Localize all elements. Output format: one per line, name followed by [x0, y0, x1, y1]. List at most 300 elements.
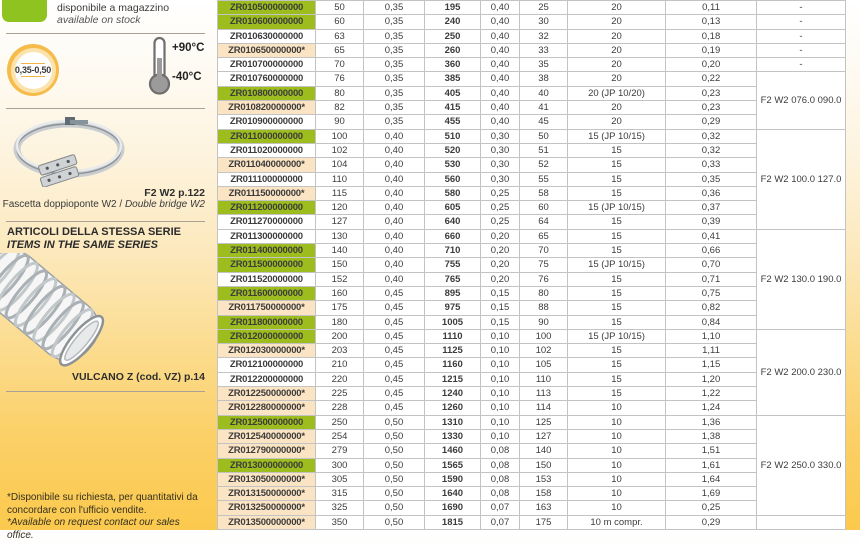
value1-cell: 765 — [425, 272, 481, 286]
weight-cell: 1,61 — [666, 458, 757, 472]
packing-cell: 15 — [568, 344, 666, 358]
availability-note — [57, 2, 169, 26]
dn-cell: 305 — [316, 472, 364, 486]
table-row — [218, 415, 846, 429]
packing-cell: 15 — [568, 301, 666, 315]
value1-cell: 1330 — [425, 429, 481, 443]
dn-cell: 279 — [316, 444, 364, 458]
value1-cell: 195 — [425, 1, 481, 15]
value2-cell: 0,08 — [481, 487, 520, 501]
double-bridge-clamp-image — [10, 113, 128, 187]
dn-cell: 200 — [316, 329, 364, 343]
packing-cell: 15 — [568, 372, 666, 386]
table-row — [218, 372, 846, 386]
weight-cell: 0,32 — [666, 143, 757, 157]
product-code-cell: ZR012030000000* — [218, 344, 316, 358]
value1-cell: 1690 — [425, 501, 481, 515]
thickness-cell: 0,40 — [364, 172, 425, 186]
thickness-badge-ring — [11, 48, 56, 93]
value1-cell: 1310 — [425, 415, 481, 429]
value1-cell: 520 — [425, 143, 481, 157]
weight-cell: 0,33 — [666, 158, 757, 172]
value2-cell: 0,40 — [481, 43, 520, 57]
radius-cell: 58 — [520, 186, 568, 200]
thickness-cell: 0,45 — [364, 286, 425, 300]
packing-cell: 20 — [568, 58, 666, 72]
weight-cell: 0,25 — [666, 501, 757, 515]
radius-cell: 60 — [520, 201, 568, 215]
thickness-cell: 0,45 — [364, 301, 425, 315]
product-code-cell: ZR011040000000* — [218, 158, 316, 172]
radius-cell: 70 — [520, 244, 568, 258]
value2-cell: 0,25 — [481, 215, 520, 229]
product-code-cell: ZR013000000000 — [218, 458, 316, 472]
packing-cell: 15 — [568, 286, 666, 300]
packing-cell: 15 — [568, 358, 666, 372]
spec-table-body — [218, 1, 846, 530]
product-code-cell: ZR012500000000 — [218, 415, 316, 429]
product-code-cell: ZR011500000000 — [218, 258, 316, 272]
table-row — [218, 58, 846, 72]
dn-cell: 325 — [316, 501, 364, 515]
value2-cell: 0,15 — [481, 315, 520, 329]
clamp-caption-en: Double bridge W2 — [124, 199, 205, 210]
value1-cell: 580 — [425, 186, 481, 200]
value2-cell: 0,40 — [481, 1, 520, 15]
weight-cell: 0,39 — [666, 215, 757, 229]
packing-cell: 10 — [568, 444, 666, 458]
dn-cell: 76 — [316, 72, 364, 86]
packing-cell: 15 (JP 10/15) — [568, 329, 666, 343]
packing-cell: 20 — [568, 115, 666, 129]
value2-cell: 0,40 — [481, 29, 520, 43]
table-row — [218, 29, 846, 43]
table-row — [218, 301, 846, 315]
thermometer-icon — [146, 36, 174, 96]
packing-cell: 10 — [568, 487, 666, 501]
weight-cell: 0,11 — [666, 1, 757, 15]
thickness-cell: 0,35 — [364, 58, 425, 72]
table-row — [218, 444, 846, 458]
divider — [6, 221, 205, 222]
value1-cell: 1005 — [425, 315, 481, 329]
product-code-cell: ZR011520000000 — [218, 272, 316, 286]
thickness-cell: 0,35 — [364, 72, 425, 86]
weight-cell: 1,36 — [666, 415, 757, 429]
thickness-cell: 0,35 — [364, 115, 425, 129]
value2-cell: 0,10 — [481, 387, 520, 401]
packing-cell: 20 — [568, 101, 666, 115]
thickness-cell: 0,40 — [364, 158, 425, 172]
radius-cell: 175 — [520, 515, 568, 529]
weight-cell: 1,10 — [666, 329, 757, 343]
divider — [6, 391, 205, 392]
clamp-ref-cell: F2 W2 200.0 230.0 — [757, 329, 846, 415]
value1-cell: 1565 — [425, 458, 481, 472]
weight-cell: 0,82 — [666, 301, 757, 315]
table-row — [218, 244, 846, 258]
packing-cell: 15 — [568, 387, 666, 401]
product-code-cell: ZR011750000000* — [218, 301, 316, 315]
packing-cell: 20 — [568, 1, 666, 15]
thickness-cell: 0,45 — [364, 329, 425, 343]
table-row — [218, 315, 846, 329]
product-code-cell: ZR011300000000 — [218, 229, 316, 243]
packing-cell: 15 — [568, 315, 666, 329]
table-row — [218, 201, 846, 215]
packing-cell: 15 — [568, 215, 666, 229]
clamp-ref-cell: - — [757, 15, 846, 29]
value2-cell: 0,20 — [481, 229, 520, 243]
dn-cell: 140 — [316, 244, 364, 258]
dn-cell: 65 — [316, 43, 364, 57]
weight-cell: 0,70 — [666, 258, 757, 272]
dn-cell: 50 — [316, 1, 364, 15]
badge-line-top — [21, 63, 45, 64]
value2-cell: 0,15 — [481, 301, 520, 315]
value2-cell: 0,10 — [481, 329, 520, 343]
weight-cell: 0,71 — [666, 272, 757, 286]
weight-cell: 0,20 — [666, 58, 757, 72]
table-row — [218, 186, 846, 200]
packing-cell: 15 — [568, 244, 666, 258]
product-code-cell: ZR010500000000 — [218, 1, 316, 15]
temperature-max: +90°C — [172, 42, 205, 54]
value1-cell: 1590 — [425, 472, 481, 486]
dn-cell: 90 — [316, 115, 364, 129]
radius-cell: 55 — [520, 172, 568, 186]
weight-cell: 0,19 — [666, 43, 757, 57]
packing-cell: 15 — [568, 272, 666, 286]
thickness-cell: 0,50 — [364, 458, 425, 472]
radius-cell: 140 — [520, 444, 568, 458]
packing-cell: 15 — [568, 186, 666, 200]
product-code-cell: ZR010760000000 — [218, 72, 316, 86]
packing-cell: 10 — [568, 472, 666, 486]
value2-cell: 0,40 — [481, 86, 520, 100]
value1-cell: 1125 — [425, 344, 481, 358]
packing-cell: 15 (JP 10/15) — [568, 258, 666, 272]
clamp-ref-cell: - — [757, 43, 846, 57]
weight-cell: 0,37 — [666, 201, 757, 215]
weight-cell: 0,22 — [666, 72, 757, 86]
value2-cell: 0,08 — [481, 472, 520, 486]
thickness-cell: 0,45 — [364, 387, 425, 401]
value2-cell: 0,40 — [481, 72, 520, 86]
product-code-cell: ZR011020000000 — [218, 143, 316, 157]
dn-cell: 115 — [316, 186, 364, 200]
radius-cell: 158 — [520, 487, 568, 501]
table-row — [218, 1, 846, 15]
table-row — [218, 72, 846, 86]
value2-cell: 0,20 — [481, 272, 520, 286]
clamp-caption — [0, 199, 205, 210]
dn-cell: 130 — [316, 229, 364, 243]
product-code-cell: ZR011600000000 — [218, 286, 316, 300]
radius-cell: 75 — [520, 258, 568, 272]
dn-cell: 104 — [316, 158, 364, 172]
packing-cell: 15 — [568, 172, 666, 186]
value1-cell: 530 — [425, 158, 481, 172]
brand-logo — [2, 0, 47, 22]
radius-cell: 113 — [520, 387, 568, 401]
dn-cell: 315 — [316, 487, 364, 501]
weight-cell: 0,13 — [666, 15, 757, 29]
dn-cell: 220 — [316, 372, 364, 386]
radius-cell: 127 — [520, 429, 568, 443]
thickness-cell: 0,40 — [364, 229, 425, 243]
thickness-cell: 0,35 — [364, 86, 425, 100]
thickness-cell: 0,45 — [364, 401, 425, 415]
table-row — [218, 458, 846, 472]
value1-cell: 455 — [425, 115, 481, 129]
table-row — [218, 501, 846, 515]
thickness-cell: 0,50 — [364, 487, 425, 501]
value1-cell: 605 — [425, 201, 481, 215]
radius-cell: 30 — [520, 15, 568, 29]
radius-cell: 163 — [520, 501, 568, 515]
thickness-cell: 0,45 — [364, 358, 425, 372]
table-row — [218, 401, 846, 415]
weight-cell: 0,29 — [666, 115, 757, 129]
weight-cell: 1,11 — [666, 344, 757, 358]
table-row — [218, 272, 846, 286]
value1-cell: 1160 — [425, 358, 481, 372]
radius-cell: 100 — [520, 329, 568, 343]
weight-cell: 1,38 — [666, 429, 757, 443]
value2-cell: 0,40 — [481, 101, 520, 115]
weight-cell: 0,35 — [666, 172, 757, 186]
weight-cell: 1,24 — [666, 401, 757, 415]
thickness-cell: 0,35 — [364, 101, 425, 115]
table-row — [218, 158, 846, 172]
dn-cell: 210 — [316, 358, 364, 372]
radius-cell: 32 — [520, 29, 568, 43]
thickness-cell: 0,50 — [364, 515, 425, 529]
weight-cell: 1,64 — [666, 472, 757, 486]
clamp-caption-it: Fascetta doppioponte W2 — [2, 199, 117, 210]
dn-cell: 180 — [316, 315, 364, 329]
table-row — [218, 86, 846, 100]
thickness-cell: 0,40 — [364, 201, 425, 215]
product-code-cell: ZR010600000000 — [218, 15, 316, 29]
table-row — [218, 172, 846, 186]
value2-cell: 0,07 — [481, 515, 520, 529]
packing-cell: 15 — [568, 229, 666, 243]
packing-cell: 10 m compr. — [568, 515, 666, 529]
value2-cell: 0,08 — [481, 458, 520, 472]
radius-cell: 102 — [520, 344, 568, 358]
value1-cell: 660 — [425, 229, 481, 243]
radius-cell: 105 — [520, 358, 568, 372]
dn-cell: 203 — [316, 344, 364, 358]
weight-cell: 0,23 — [666, 86, 757, 100]
dn-cell: 250 — [316, 415, 364, 429]
dn-cell: 60 — [316, 15, 364, 29]
thickness-cell: 0,40 — [364, 244, 425, 258]
packing-cell: 15 — [568, 143, 666, 157]
product-code-cell: ZR011200000000 — [218, 201, 316, 215]
weight-cell: 1,69 — [666, 487, 757, 501]
packing-cell: 10 — [568, 415, 666, 429]
dn-cell: 82 — [316, 101, 364, 115]
radius-cell: 153 — [520, 472, 568, 486]
table-row — [218, 43, 846, 57]
dn-cell: 160 — [316, 286, 364, 300]
radius-cell: 35 — [520, 58, 568, 72]
dn-cell: 80 — [316, 86, 364, 100]
value2-cell: 0,08 — [481, 444, 520, 458]
radius-cell: 38 — [520, 72, 568, 86]
product-code-cell: ZR013500000000* — [218, 515, 316, 529]
product-code-cell: ZR011000000000 — [218, 129, 316, 143]
radius-cell: 150 — [520, 458, 568, 472]
value2-cell: 0,20 — [481, 258, 520, 272]
radius-cell: 114 — [520, 401, 568, 415]
product-code-cell: ZR011100000000 — [218, 172, 316, 186]
packing-cell: 20 — [568, 72, 666, 86]
dn-cell: 228 — [316, 401, 364, 415]
thickness-badge-center — [15, 52, 52, 89]
radius-cell: 64 — [520, 215, 568, 229]
radius-cell: 65 — [520, 229, 568, 243]
table-row — [218, 15, 846, 29]
thickness-cell: 0,35 — [364, 1, 425, 15]
thickness-cell: 0,45 — [364, 315, 425, 329]
brand-logo-text — [2, 0, 47, 2]
value2-cell: 0,10 — [481, 372, 520, 386]
footnote-line-en: *Available on request contact our sales office. — [7, 517, 180, 541]
value1-cell: 360 — [425, 58, 481, 72]
temperature-min: -40°C — [172, 71, 202, 83]
same-series-heading-it: ARTICOLI DELLA STESSA SERIE — [7, 226, 181, 238]
product-code-cell: ZR010820000000* — [218, 101, 316, 115]
product-code-cell: ZR013050000000* — [218, 472, 316, 486]
thickness-cell: 0,35 — [364, 43, 425, 57]
thickness-cell: 0,50 — [364, 501, 425, 515]
packing-cell: 20 — [568, 29, 666, 43]
radius-cell: 80 — [520, 286, 568, 300]
product-code-cell: ZR011800000000 — [218, 315, 316, 329]
radius-cell: 50 — [520, 129, 568, 143]
table-row — [218, 472, 846, 486]
packing-cell: 15 (JP 10/15) — [568, 129, 666, 143]
table-row — [218, 344, 846, 358]
weight-cell: 0,84 — [666, 315, 757, 329]
thickness-cell: 0,45 — [364, 344, 425, 358]
dn-cell: 150 — [316, 258, 364, 272]
spiral-hose-image — [0, 253, 142, 379]
product-code-cell: ZR011150000000* — [218, 186, 316, 200]
thickness-cell: 0,40 — [364, 129, 425, 143]
product-code-cell: ZR010700000000 — [218, 58, 316, 72]
radius-cell: 88 — [520, 301, 568, 315]
value1-cell: 250 — [425, 29, 481, 43]
product-code-cell: ZR012790000000* — [218, 444, 316, 458]
dn-cell: 152 — [316, 272, 364, 286]
value2-cell: 0,30 — [481, 129, 520, 143]
packing-cell: 10 — [568, 401, 666, 415]
series-product-ref: VULCANO Z (cod. VZ) p.14 — [71, 371, 205, 383]
divider — [6, 108, 205, 109]
thickness-cell: 0,45 — [364, 372, 425, 386]
value1-cell: 710 — [425, 244, 481, 258]
value1-cell: 405 — [425, 86, 481, 100]
value2-cell: 0,10 — [481, 429, 520, 443]
value1-cell: 1260 — [425, 401, 481, 415]
table-row — [218, 329, 846, 343]
radius-cell: 33 — [520, 43, 568, 57]
clamp-ref-cell: - — [757, 1, 846, 15]
weight-cell: 0,36 — [666, 186, 757, 200]
weight-cell: 1,20 — [666, 372, 757, 386]
product-code-cell: ZR012200000000 — [218, 372, 316, 386]
radius-cell: 110 — [520, 372, 568, 386]
weight-cell: 0,23 — [666, 101, 757, 115]
packing-cell: 20 — [568, 15, 666, 29]
value1-cell: 895 — [425, 286, 481, 300]
value2-cell: 0,30 — [481, 143, 520, 157]
dn-cell: 63 — [316, 29, 364, 43]
same-series-heading — [7, 226, 181, 251]
value1-cell: 1460 — [425, 444, 481, 458]
radius-cell: 45 — [520, 115, 568, 129]
value2-cell: 0,40 — [481, 115, 520, 129]
table-row — [218, 143, 846, 157]
value1-cell: 1815 — [425, 515, 481, 529]
radius-cell: 52 — [520, 158, 568, 172]
dn-cell: 100 — [316, 129, 364, 143]
clamp-ref-cell: - — [757, 58, 846, 72]
table-row — [218, 229, 846, 243]
product-code-cell: ZR011400000000 — [218, 244, 316, 258]
clamp-ref-cell: F2 W2 130.0 190.0 — [757, 229, 846, 329]
packing-cell: 15 — [568, 158, 666, 172]
value2-cell: 0,20 — [481, 244, 520, 258]
dn-cell: 175 — [316, 301, 364, 315]
dn-cell: 120 — [316, 201, 364, 215]
product-spec-table — [217, 0, 846, 530]
product-code-cell: ZR013250000000* — [218, 501, 316, 515]
dn-cell: 102 — [316, 143, 364, 157]
thickness-range: 0,35-0,50 — [14, 65, 52, 75]
value2-cell: 0,10 — [481, 344, 520, 358]
value1-cell: 975 — [425, 301, 481, 315]
product-code-cell: ZR010650000000* — [218, 43, 316, 57]
radius-cell: 25 — [520, 1, 568, 15]
radius-cell: 51 — [520, 143, 568, 157]
clamp-caption-sep: / — [116, 199, 125, 210]
table-row — [218, 215, 846, 229]
availability-it: disponibile a magazzino — [57, 2, 170, 14]
dn-cell: 254 — [316, 429, 364, 443]
value2-cell: 0,30 — [481, 158, 520, 172]
clamp-ref-cell: F2 W2 100.0 127.0 — [757, 129, 846, 229]
value1-cell: 415 — [425, 101, 481, 115]
radius-cell: 40 — [520, 86, 568, 100]
table-row — [218, 286, 846, 300]
table-row — [218, 358, 846, 372]
value2-cell: 0,10 — [481, 415, 520, 429]
badge-line-bottom — [21, 76, 45, 77]
packing-cell: 20 — [568, 43, 666, 57]
table-row — [218, 101, 846, 115]
thickness-cell: 0,50 — [364, 429, 425, 443]
value1-cell: 1640 — [425, 487, 481, 501]
thickness-cell: 0,40 — [364, 272, 425, 286]
radius-cell: 125 — [520, 415, 568, 429]
clamp-ref-cell: F2 W2 250.0 330.0 — [757, 415, 846, 515]
